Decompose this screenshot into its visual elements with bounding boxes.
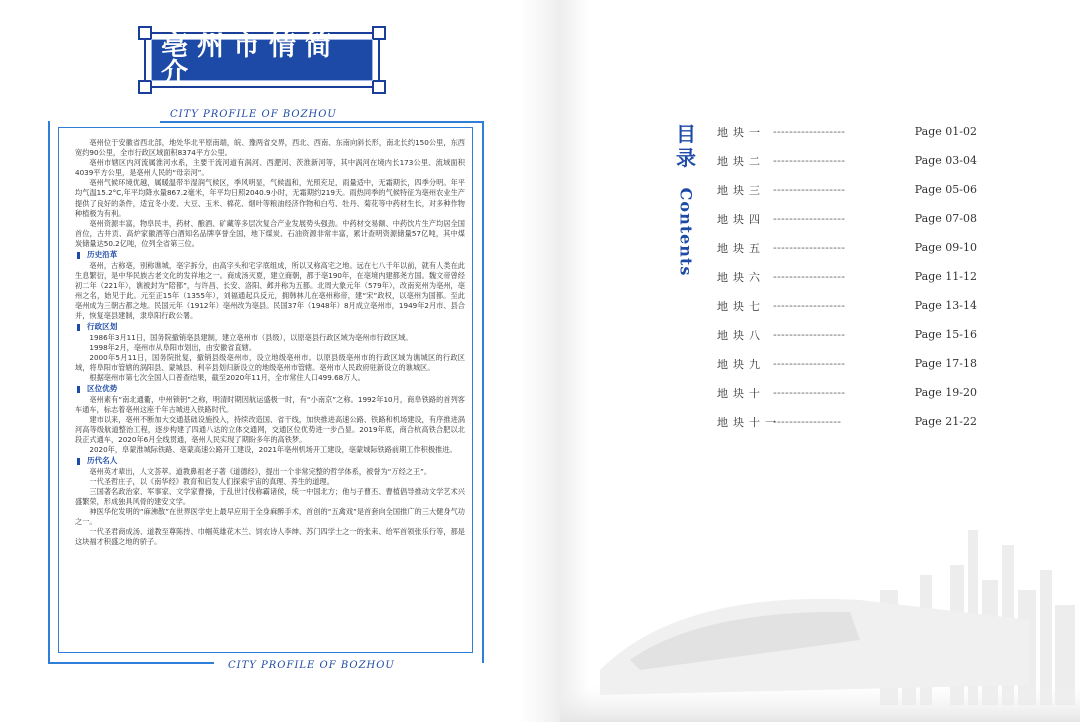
toc-entry-name: 地块六 bbox=[717, 270, 765, 284]
section-heading bbox=[75, 250, 465, 261]
intro-paragraph: 亳州市辖区内河流属淮河水系，主要干流河道有涡河、西淝河、茨淮新河等，其中涡河在境内长173公里、流域面积4039平方公里，是亳州人民的“母亲河”。 bbox=[75, 158, 465, 178]
footer-english-title: CITY PROFILE OF BOZHOU bbox=[228, 660, 395, 671]
toc-entry[interactable] bbox=[717, 233, 977, 262]
toc-entry-name: 地块四 bbox=[717, 212, 765, 226]
section-paragraph: 亳州，古称亳，别称谯城，亳字拆分，由高字头和宅字底组成，所以又称高宅之地。远在七八千年以前，就有人类在此生息繁衍，是中华民族古老文化的发祥地之一。商成汤灭夏，建立商朝，都于亳190年，在亳境内建都尧方国。魏文帝曾经初二年（221年），谯被封为“陪都”，与许昌、长安、洛阳、邺并称为五都。北周大象元年（579年），改南兖州为亳州，亳州之名，始见于此。元至正15年（1355年），刘福通起兵反元，拥韩林儿在亳州称帝，建“宋”政权，以亳州为国都。至此亳州成为三朝古都之地。民国元年（1912年）亳州改为亳县。民国37年（1948年）8月成立亳州市，1949年2月市、县合并，恢复亳县建制，隶阜阳行政公署。 bbox=[75, 260, 465, 320]
intro-paragraph: 亳州位于安徽省西北部，地处华北平原南端，皖、豫两省交界，西北、西南、东南向斜长形，南北长约150公里，东西宽约90公里，全市行政区域面积8374平方公里。 bbox=[75, 138, 465, 158]
catalog-title-en: Contents bbox=[676, 187, 696, 277]
toc-entry[interactable] bbox=[717, 262, 977, 291]
section-heading bbox=[75, 322, 465, 333]
catalog-title-zh: 目录 bbox=[676, 122, 696, 170]
toc-entry-pages: Page 17-18 bbox=[914, 357, 977, 370]
footer-rule bbox=[48, 662, 214, 664]
profile-text bbox=[75, 138, 465, 646]
intro-paragraph: 亳州资源丰富，物阜民丰，药材、酿酒、矿藏等多层次复合产业发展势头强劲。中药材交易额、中药饮片生产均居全国首位，古井贡、高炉家徽酒等白酒知名品牌享誉全国，地下煤炭、石油资源非常丰富，累计查明资源储量57亿吨，其中煤炭储量达50.2亿吨，位列全省第三位。 bbox=[75, 218, 465, 248]
toc-entry[interactable] bbox=[717, 291, 977, 320]
toc-leader: ----------------- bbox=[773, 415, 842, 428]
toc-entry-pages: Page 21-22 bbox=[914, 415, 977, 428]
catalog-title-en-wrap bbox=[674, 176, 698, 288]
title-banner bbox=[144, 32, 380, 88]
banner-corner-ornament bbox=[372, 80, 386, 94]
toc-leader: ------------------ bbox=[773, 386, 846, 399]
train-cityscape-illustration bbox=[560, 470, 1080, 722]
toc-leader: ------------------ bbox=[773, 212, 846, 225]
section-paragraph: 一代圣哲庄子，以《南华经》教育和启发人们探索宇宙的真理、养生的道理。 bbox=[89, 476, 334, 486]
left-rule bbox=[48, 121, 50, 663]
right-rule bbox=[482, 121, 484, 663]
table-of-contents bbox=[717, 117, 977, 436]
section-heading-label: 历代名人 bbox=[87, 456, 118, 466]
section-paragraph: 神医华佗发明的“麻沸散”在世界医学史上最早应用于全身麻醉手术，首创的“五禽戏”是首套向全国推广的三大健身气功之一。 bbox=[75, 507, 465, 527]
page-title: 亳州市情简介 bbox=[161, 31, 341, 89]
toc-entry-name: 地块十一 bbox=[717, 415, 781, 429]
header-english-title: CITY PROFILE OF BOZHOU bbox=[170, 109, 337, 120]
toc-entry[interactable] bbox=[717, 320, 977, 349]
section-paragraph: 一代圣君商成汤、道教至尊陈抟、巾帼英雄花木兰、饲农诗人李绅、苏门四学士之一的张耒、给军首领张乐行等，都是这块福才积盛之地的骄子。 bbox=[75, 527, 465, 547]
section-heading bbox=[75, 384, 465, 395]
toc-leader: ------------------ bbox=[773, 183, 846, 196]
section-heading-label: 历史沿革 bbox=[87, 250, 118, 260]
section-marker bbox=[77, 386, 80, 393]
toc-entry[interactable] bbox=[717, 204, 977, 233]
toc-entry[interactable] bbox=[717, 407, 977, 436]
toc-entry-name: 地块五 bbox=[717, 241, 765, 255]
section-paragraph: 根据亳州市第七次全国人口普查结果，截至2020年11月，全市常住人口499.68万人。 bbox=[89, 372, 365, 382]
toc-entry-name: 地块一 bbox=[717, 125, 765, 139]
section-heading bbox=[75, 456, 465, 467]
section-paragraph: 建市以来，亳州不断加大交通基础设施投入，持续改造国、省干线，加快推进高速公路、铁路和机场建设，有序推进涡河高等级航道整治工程，逐步构建了四通八达的立体交通网，交通区位优势进一步凸显。2019年底，商合杭高铁合肥以北段正式通车，2020年6月全线贯通，亳州人民实现了期盼多年的高铁梦。 bbox=[75, 414, 465, 444]
banner-inner bbox=[151, 31, 373, 89]
toc-entry[interactable] bbox=[717, 378, 977, 407]
toc-leader: ------------------ bbox=[773, 299, 846, 312]
toc-entry-pages: Page 15-16 bbox=[914, 328, 977, 341]
section-paragraph: 2020年，阜蒙淮城际铁路、亳蒙高速公路开工建设，2021年亳州机场开工建设，亳蒙城际铁路前期工作积极推进。 bbox=[89, 445, 457, 455]
section-marker bbox=[77, 458, 80, 465]
intro-paragraph: 亳州气候环境优越，属暖温带半湿润气候区，季风明显，气候温和，光照充足，雨量适中，无霜期长，四季分明。年平均气温15.2°C,年平均降水量867.2毫米，年平均日照2040.9小时，无霜期约219天。雨热同季的气候特征为亳州农业生产提供了良好的条件，适宜冬小麦、大豆、玉米、棉花、烟叶等粮油经济作物和白芍、牡丹、菊花等中药材生长，对多种作物种植极为有利。 bbox=[75, 178, 465, 218]
section-paragraph: 1986年3月11日，国务院撤销亳县建制，建立亳州市（县级），以原亳县行政区域为亳州市行政区域。 bbox=[89, 332, 413, 342]
toc-leader: ------------------ bbox=[773, 357, 846, 370]
toc-entry-name: 地块三 bbox=[717, 183, 765, 197]
section-paragraph: 2000年5月11日，国务院批复，撤销县级亳州市，设立地级亳州市。以原县级亳州市的行政区域为谯城区的行政区域，将阜阳市管辖的涡阳县、蒙城县、利辛县划归新设立的地级亳州市管辖。亳州市人民政府驻新设立的谯城区。 bbox=[75, 352, 465, 372]
toc-entry-pages: Page 13-14 bbox=[914, 299, 977, 312]
section-paragraph: 亳州素有“南北通衢，中州锁钥”之称，明清时期因航运盛极一时，有“小南京”之称。1992年10月，商阜铁路的首列客车通车，标志着亳州这座千年古城进入铁路时代。 bbox=[75, 394, 465, 414]
toc-entry-name: 地块九 bbox=[717, 357, 765, 371]
toc-entry-pages: Page 19-20 bbox=[914, 386, 977, 399]
toc-leader: ------------------ bbox=[773, 154, 846, 167]
banner-corner-ornament bbox=[372, 26, 386, 40]
toc-entry[interactable] bbox=[717, 117, 977, 146]
toc-entry[interactable] bbox=[717, 349, 977, 378]
toc-entry-pages: Page 07-08 bbox=[914, 212, 977, 225]
section-heading-label: 区位优势 bbox=[87, 384, 118, 394]
toc-entry-pages: Page 03-04 bbox=[914, 154, 977, 167]
toc-entry-pages: Page 05-06 bbox=[914, 183, 977, 196]
toc-entry-pages: Page 01-02 bbox=[914, 125, 977, 138]
toc-entry-pages: Page 11-12 bbox=[914, 270, 977, 283]
section-paragraph: 三国著名政治家、军事家、文学家曹操，于乱世讨伐称霸诸侯，统一中国北方；他与子曹丕、曹植倡导推动文学艺术兴盛繁荣，形成独具风骨的建安文学。 bbox=[75, 486, 465, 506]
toc-leader: ------------------ bbox=[773, 328, 846, 341]
toc-entry[interactable] bbox=[717, 146, 977, 175]
toc-leader: ------------------ bbox=[773, 125, 846, 138]
header-rule bbox=[160, 121, 482, 123]
banner-corner-ornament bbox=[138, 80, 152, 94]
toc-entry-pages: Page 09-10 bbox=[914, 241, 977, 254]
ground-fade bbox=[560, 685, 1080, 722]
section-marker bbox=[77, 252, 80, 259]
toc-entry-name: 地块二 bbox=[717, 154, 765, 168]
section-paragraph: 亳州英才辈出，人文荟萃。道教鼻祖老子著《道德经》，提出一个非常完整的哲学体系，被誉为“万经之王”。 bbox=[89, 466, 432, 476]
section-marker bbox=[77, 324, 80, 331]
toc-entry-name: 地块八 bbox=[717, 328, 765, 342]
banner-corner-ornament bbox=[138, 26, 152, 40]
toc-leader: ------------------ bbox=[773, 241, 846, 254]
toc-leader: ------------------ bbox=[773, 270, 846, 283]
toc-entry-name: 地块十 bbox=[717, 386, 765, 400]
section-paragraph: 1998年2月，亳州市从阜阳市划出，由安徽省直辖。 bbox=[89, 342, 257, 352]
toc-entry[interactable] bbox=[717, 175, 977, 204]
section-heading-label: 行政区划 bbox=[87, 322, 118, 332]
toc-entry-name: 地块七 bbox=[717, 299, 765, 313]
